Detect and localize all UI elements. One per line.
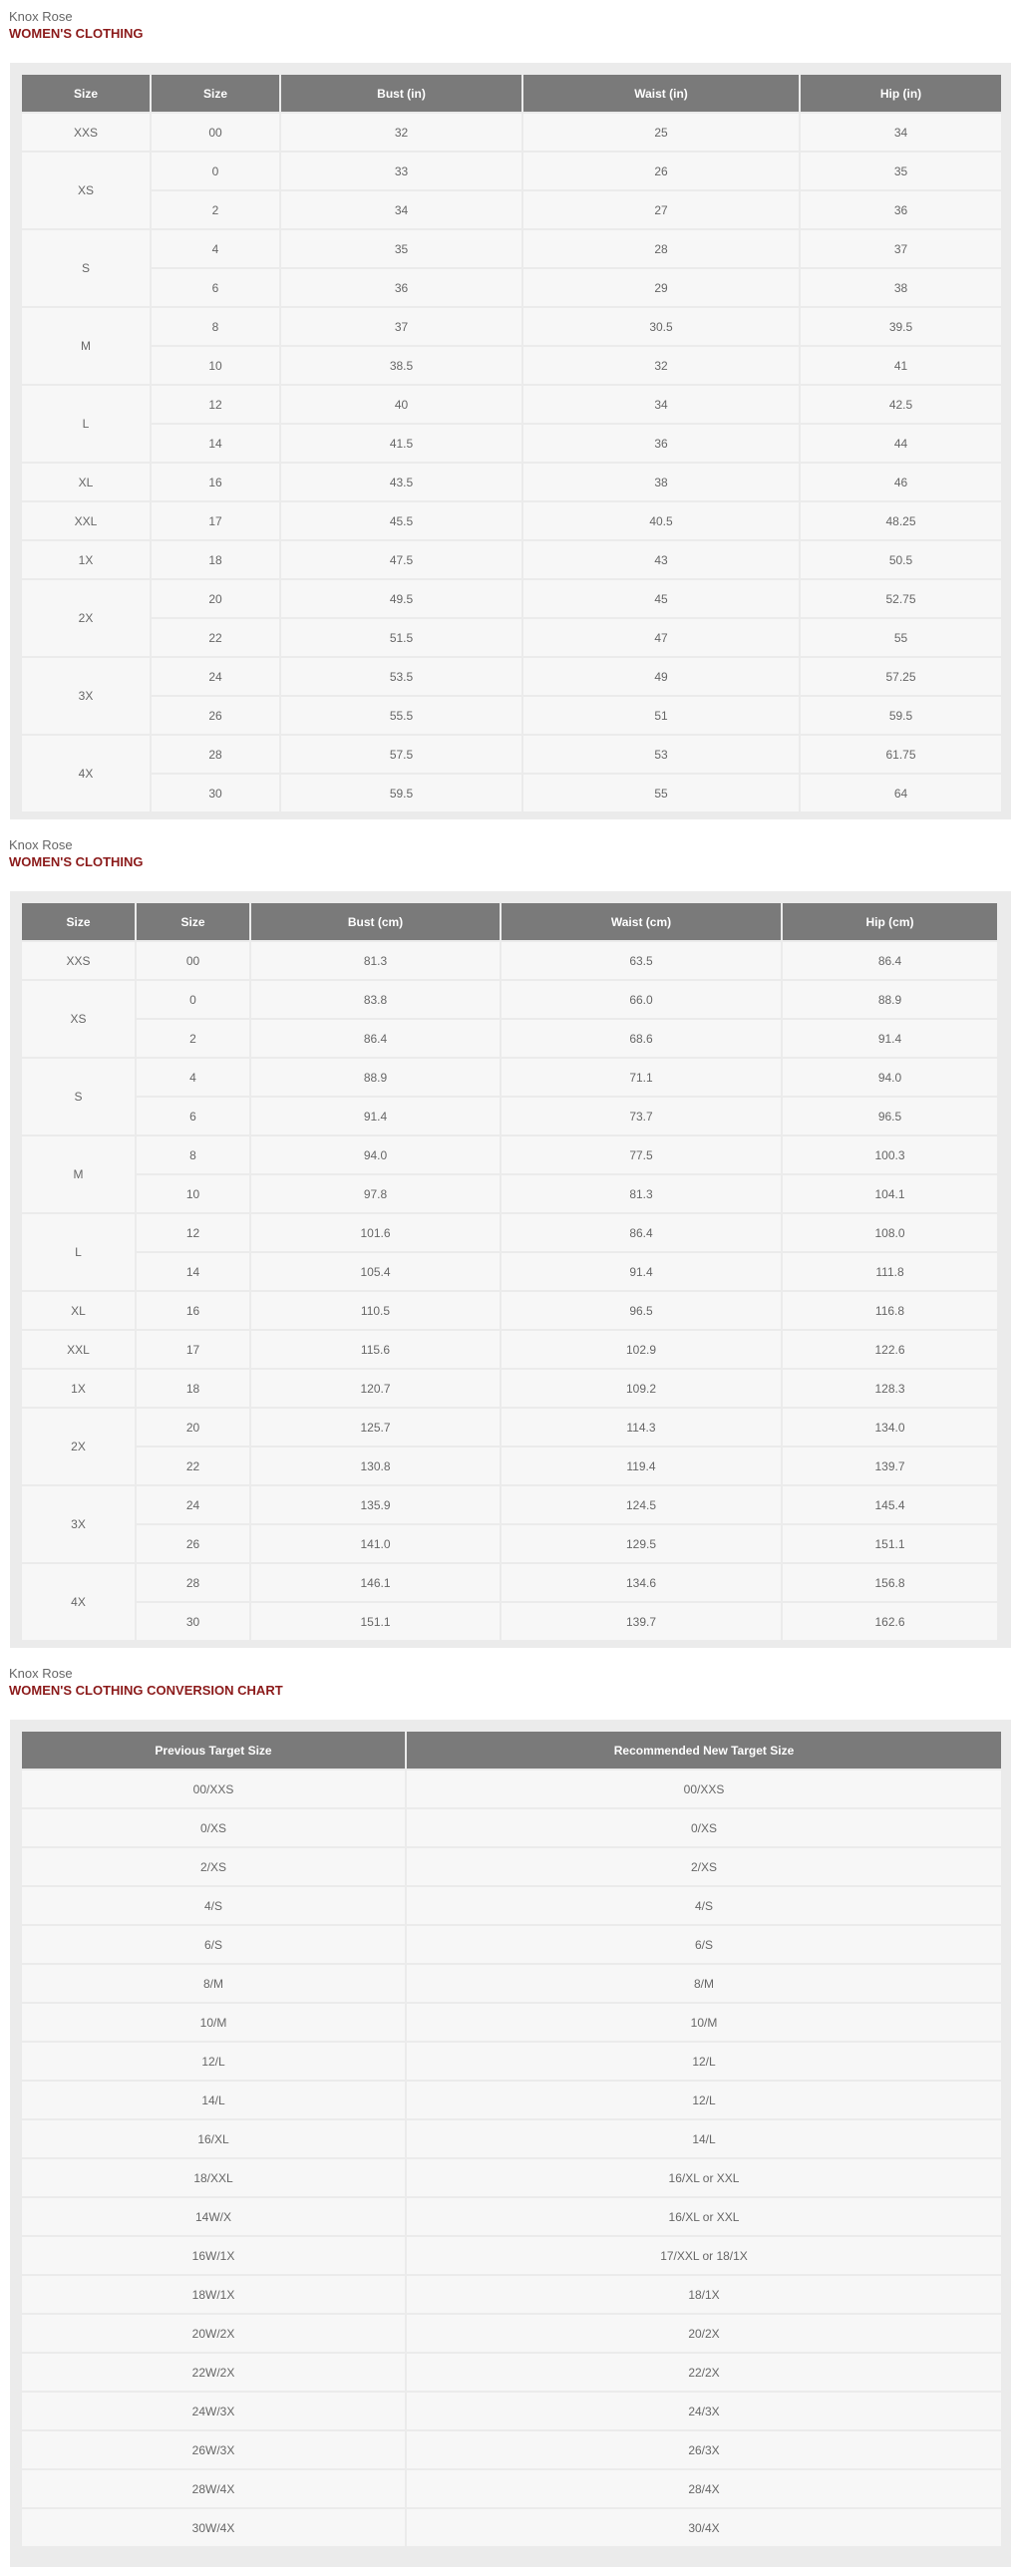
table-cell: 63.5 [502,942,781,979]
table-cell: 81.3 [251,942,500,979]
table-cell: 44 [801,425,1001,462]
table-cell: 104.1 [783,1175,997,1212]
table-cell: 125.7 [251,1409,500,1446]
table-row [22,2393,1001,2429]
table-cell: 34 [281,191,521,228]
recommended-size-cell: 0/XS [407,1809,1001,1846]
table-cell: 124.5 [502,1486,781,1523]
table-cell: 55 [523,775,799,811]
brand-name: Knox Rose [9,837,73,852]
table-cell: 28 [523,230,799,267]
table-cell: 88.9 [783,981,997,1018]
table-row [22,619,1001,656]
table-cell: 101.6 [251,1214,500,1251]
brand-name: Knox Rose [9,9,73,24]
size-label-cell: S [22,1059,135,1134]
size-table-cm [20,901,999,1642]
previous-size-cell: 14/L [22,2082,405,2118]
table-row [22,230,1001,267]
table-row [22,1175,997,1212]
column-header: Size [137,903,249,940]
table-cell: 38 [523,464,799,500]
table-row [22,1059,997,1096]
size-label-cell: XS [22,981,135,1057]
table-cell: 135.9 [251,1486,500,1523]
previous-size-cell: 00/XXS [22,1771,405,1807]
table-cell: 130.8 [251,1448,500,1484]
previous-size-cell: 12/L [22,2043,405,2080]
size-label-cell: 3X [22,1486,135,1562]
table-cell: 38.5 [281,347,521,384]
recommended-size-cell: 00/XXS [407,1771,1001,1807]
table-cell: 134.6 [502,1564,781,1601]
table-row [22,775,1001,811]
table-cell: 146.1 [251,1564,500,1601]
column-header: Size [152,75,279,112]
table-row [22,2431,1001,2468]
column-header: Waist (cm) [502,903,781,940]
table-cell: 37 [801,230,1001,267]
column-header: Size [22,903,135,940]
table-cell: 36 [801,191,1001,228]
table-cell: 49.5 [281,580,521,617]
previous-size-cell: 8/M [22,1965,405,2002]
table-cell: 97.8 [251,1175,500,1212]
table-cell: 86.4 [783,942,997,979]
table-cell: 55 [801,619,1001,656]
previous-size-cell: 10/M [22,2004,405,2041]
table-cell: 34 [801,114,1001,151]
table-cell: 27 [523,191,799,228]
size-label-cell: L [22,1214,135,1290]
table-row [22,1887,1001,1924]
header-row [22,903,997,940]
table-cell: 96.5 [502,1292,781,1329]
table-row [22,658,1001,695]
table-panel [10,63,1011,819]
table-row [22,1564,997,1601]
table-cell: 77.5 [502,1136,781,1173]
table-row [22,1448,997,1484]
table-cell: 26 [152,697,279,734]
table-cell: 64 [801,775,1001,811]
table-cell: 22 [152,619,279,656]
previous-size-cell: 18/XXL [22,2159,405,2196]
size-label-cell: 2X [22,1409,135,1484]
table-cell: 108.0 [783,1214,997,1251]
table-cell: 139.7 [502,1603,781,1640]
table-cell: 53 [523,736,799,773]
table-row [22,2276,1001,2313]
table-cell: 59.5 [281,775,521,811]
recommended-size-cell: 20/2X [407,2315,1001,2352]
table-cell: 52.75 [801,580,1001,617]
previous-size-cell: 28W/4X [22,2470,405,2507]
section-title: WOMEN'S CLOTHING [9,854,144,869]
table-cell: 109.2 [502,1370,781,1407]
table-row [22,114,1001,151]
table-cell: 30.5 [523,308,799,345]
table-cell: 4 [152,230,279,267]
table-row [22,2004,1001,2041]
recommended-size-cell: 28/4X [407,2470,1001,2507]
recommended-size-cell: 18/1X [407,2276,1001,2313]
table-cell: 141.0 [251,1525,500,1562]
table-cell: 47 [523,619,799,656]
table-row [22,2470,1001,2507]
table-cell: 10 [137,1175,249,1212]
table-cell: 20 [137,1409,249,1446]
recommended-size-cell: 4/S [407,1887,1001,1924]
recommended-size-cell: 12/L [407,2082,1001,2118]
previous-size-cell: 14W/X [22,2198,405,2235]
column-header: Bust (in) [281,75,521,112]
table-cell: 46 [801,464,1001,500]
recommended-size-cell: 14/L [407,2120,1001,2157]
table-cell: 30 [152,775,279,811]
table-cell: 91.4 [251,1098,500,1134]
table-cell: 17 [137,1331,249,1368]
table-cell: 88.9 [251,1059,500,1096]
table-cell: 96.5 [783,1098,997,1134]
size-label-cell: XXS [22,942,135,979]
column-header: Waist (in) [523,75,799,112]
table-cell: 32 [281,114,521,151]
size-label-cell: M [22,308,150,384]
table-panel [10,891,1011,1648]
previous-size-cell: 22W/2X [22,2354,405,2391]
recommended-size-cell: 24/3X [407,2393,1001,2429]
table-cell: 100.3 [783,1136,997,1173]
table-row [22,502,1001,539]
size-label-cell: M [22,1136,135,1212]
table-cell: 122.6 [783,1331,997,1368]
table-cell: 30 [137,1603,249,1640]
table-row [22,1292,997,1329]
table-cell: 139.7 [783,1448,997,1484]
previous-size-cell: 18W/1X [22,2276,405,2313]
table-row [22,1926,1001,1963]
table-cell: 29 [523,269,799,306]
table-cell: 16 [137,1292,249,1329]
table-cell: 86.4 [502,1214,781,1251]
table-cell: 0 [152,153,279,189]
previous-size-cell: 24W/3X [22,2393,405,2429]
table-row [22,2043,1001,2080]
table-row [22,2198,1001,2235]
table-cell: 45 [523,580,799,617]
table-cell: 49 [523,658,799,695]
table-cell: 14 [137,1253,249,1290]
table-cell: 35 [281,230,521,267]
table-cell: 68.6 [502,1020,781,1057]
table-cell: 156.8 [783,1564,997,1601]
table-cell: 129.5 [502,1525,781,1562]
column-header: Size [22,75,150,112]
table-row [22,1603,997,1640]
table-cell: 40 [281,386,521,423]
conversion-table [20,1730,1003,2548]
table-cell: 40.5 [523,502,799,539]
column-header: Recommended New Target Size [407,1732,1001,1769]
previous-size-cell: 6/S [22,1926,405,1963]
column-header: Hip (cm) [783,903,997,940]
table-cell: 91.4 [502,1253,781,1290]
table-cell: 66.0 [502,981,781,1018]
size-label-cell: S [22,230,150,306]
table-cell: 48.25 [801,502,1001,539]
table-row [22,1848,1001,1885]
table-row [22,2082,1001,2118]
table-cell: 36 [281,269,521,306]
table-row [22,1409,997,1446]
table-cell: 28 [137,1564,249,1601]
previous-size-cell: 0/XS [22,1809,405,1846]
size-label-cell: XS [22,153,150,228]
table-cell: 134.0 [783,1409,997,1446]
table-cell: 145.4 [783,1486,997,1523]
size-label-cell: XL [22,1292,135,1329]
table-cell: 36 [523,425,799,462]
previous-size-cell: 26W/3X [22,2431,405,2468]
table-row [22,1809,1001,1846]
table-cell: 8 [152,308,279,345]
table-panel [10,1720,1011,2567]
table-row [22,1214,997,1251]
table-cell: 17 [152,502,279,539]
size-label-cell: 3X [22,658,150,734]
table-cell: 34 [523,386,799,423]
recommended-size-cell: 8/M [407,1965,1001,2002]
size-label-cell: XXL [22,1331,135,1368]
table-row [22,1020,997,1057]
table-cell: 24 [152,658,279,695]
size-label-cell: XXL [22,502,150,539]
table-cell: 42.5 [801,386,1001,423]
table-cell: 43 [523,541,799,578]
table-cell: 39.5 [801,308,1001,345]
recommended-size-cell: 2/XS [407,1848,1001,1885]
table-row [22,464,1001,500]
table-cell: 18 [152,541,279,578]
table-cell: 55.5 [281,697,521,734]
table-row [22,541,1001,578]
table-cell: 115.6 [251,1331,500,1368]
column-header: Previous Target Size [22,1732,405,1769]
recommended-size-cell: 30/4X [407,2509,1001,2546]
recommended-size-cell: 16/XL or XXL [407,2159,1001,2196]
table-cell: 0 [137,981,249,1018]
table-row [22,736,1001,773]
table-cell: 00 [137,942,249,979]
table-cell: 110.5 [251,1292,500,1329]
header-row [22,75,1001,112]
previous-size-cell: 20W/2X [22,2315,405,2352]
size-label-cell: L [22,386,150,462]
size-label-cell: 1X [22,1370,135,1407]
table-cell: 38 [801,269,1001,306]
table-cell: 57.5 [281,736,521,773]
table-row [22,1965,1001,2002]
table-cell: 45.5 [281,502,521,539]
table-cell: 00 [152,114,279,151]
table-cell: 102.9 [502,1331,781,1368]
table-cell: 51 [523,697,799,734]
table-row [22,269,1001,306]
table-cell: 43.5 [281,464,521,500]
table-row [22,2159,1001,2196]
table-cell: 6 [152,269,279,306]
table-cell: 61.75 [801,736,1001,773]
table-row [22,386,1001,423]
table-row [22,308,1001,345]
table-row [22,580,1001,617]
previous-size-cell: 30W/4X [22,2509,405,2546]
table-row [22,2237,1001,2274]
table-cell: 51.5 [281,619,521,656]
recommended-size-cell: 22/2X [407,2354,1001,2391]
table-cell: 41 [801,347,1001,384]
table-cell: 2 [137,1020,249,1057]
column-header: Bust (cm) [251,903,500,940]
table-row [22,697,1001,734]
table-cell: 12 [152,386,279,423]
table-cell: 151.1 [783,1525,997,1562]
table-cell: 111.8 [783,1253,997,1290]
table-cell: 81.3 [502,1175,781,1212]
table-cell: 26 [523,153,799,189]
table-cell: 14 [152,425,279,462]
size-label-cell: 4X [22,736,150,811]
column-header: Hip (in) [801,75,1001,112]
table-cell: 4 [137,1059,249,1096]
section-title: WOMEN'S CLOTHING CONVERSION CHART [9,1683,283,1698]
previous-size-cell: 16/XL [22,2120,405,2157]
table-cell: 33 [281,153,521,189]
table-cell: 50.5 [801,541,1001,578]
table-cell: 128.3 [783,1370,997,1407]
table-cell: 71.1 [502,1059,781,1096]
table-cell: 28 [152,736,279,773]
table-cell: 116.8 [783,1292,997,1329]
size-label-cell: 2X [22,580,150,656]
recommended-size-cell: 6/S [407,1926,1001,1963]
table-row [22,191,1001,228]
table-row [22,2354,1001,2391]
table-row [22,2120,1001,2157]
table-cell: 94.0 [251,1136,500,1173]
table-cell: 24 [137,1486,249,1523]
table-cell: 162.6 [783,1603,997,1640]
header-row [22,1732,1001,1769]
table-cell: 37 [281,308,521,345]
size-label-cell: XL [22,464,150,500]
table-cell: 41.5 [281,425,521,462]
table-row [22,1771,1001,1807]
table-row [22,1253,997,1290]
table-cell: 6 [137,1098,249,1134]
table-cell: 94.0 [783,1059,997,1096]
table-cell: 105.4 [251,1253,500,1290]
size-label-cell: XXS [22,114,150,151]
table-row [22,1331,997,1368]
table-cell: 57.25 [801,658,1001,695]
previous-size-cell: 16W/1X [22,2237,405,2274]
table-cell: 91.4 [783,1020,997,1057]
size-label-cell: 4X [22,1564,135,1640]
size-label-cell: 1X [22,541,150,578]
table-row [22,1486,997,1523]
table-cell: 86.4 [251,1020,500,1057]
table-cell: 16 [152,464,279,500]
table-row [22,981,997,1018]
table-cell: 26 [137,1525,249,1562]
table-row [22,1525,997,1562]
table-cell: 10 [152,347,279,384]
brand-name: Knox Rose [9,1666,73,1681]
previous-size-cell: 2/XS [22,1848,405,1885]
table-cell: 12 [137,1214,249,1251]
recommended-size-cell: 17/XXL or 18/1X [407,2237,1001,2274]
recommended-size-cell: 10/M [407,2004,1001,2041]
section-title: WOMEN'S CLOTHING [9,26,144,41]
table-cell: 47.5 [281,541,521,578]
table-cell: 20 [152,580,279,617]
recommended-size-cell: 12/L [407,2043,1001,2080]
size-table-inches [20,73,1003,813]
table-cell: 120.7 [251,1370,500,1407]
recommended-size-cell: 26/3X [407,2431,1001,2468]
table-cell: 119.4 [502,1448,781,1484]
table-row [22,347,1001,384]
table-cell: 25 [523,114,799,151]
table-cell: 83.8 [251,981,500,1018]
table-row [22,1098,997,1134]
table-cell: 73.7 [502,1098,781,1134]
table-row [22,425,1001,462]
table-cell: 53.5 [281,658,521,695]
table-row [22,1136,997,1173]
table-cell: 151.1 [251,1603,500,1640]
table-row [22,942,997,979]
table-cell: 2 [152,191,279,228]
table-row [22,153,1001,189]
table-cell: 32 [523,347,799,384]
table-cell: 18 [137,1370,249,1407]
table-row [22,1370,997,1407]
previous-size-cell: 4/S [22,1887,405,1924]
table-cell: 114.3 [502,1409,781,1446]
recommended-size-cell: 16/XL or XXL [407,2198,1001,2235]
table-cell: 35 [801,153,1001,189]
table-cell: 59.5 [801,697,1001,734]
table-row [22,2509,1001,2546]
table-row [22,2315,1001,2352]
table-cell: 22 [137,1448,249,1484]
table-cell: 8 [137,1136,249,1173]
